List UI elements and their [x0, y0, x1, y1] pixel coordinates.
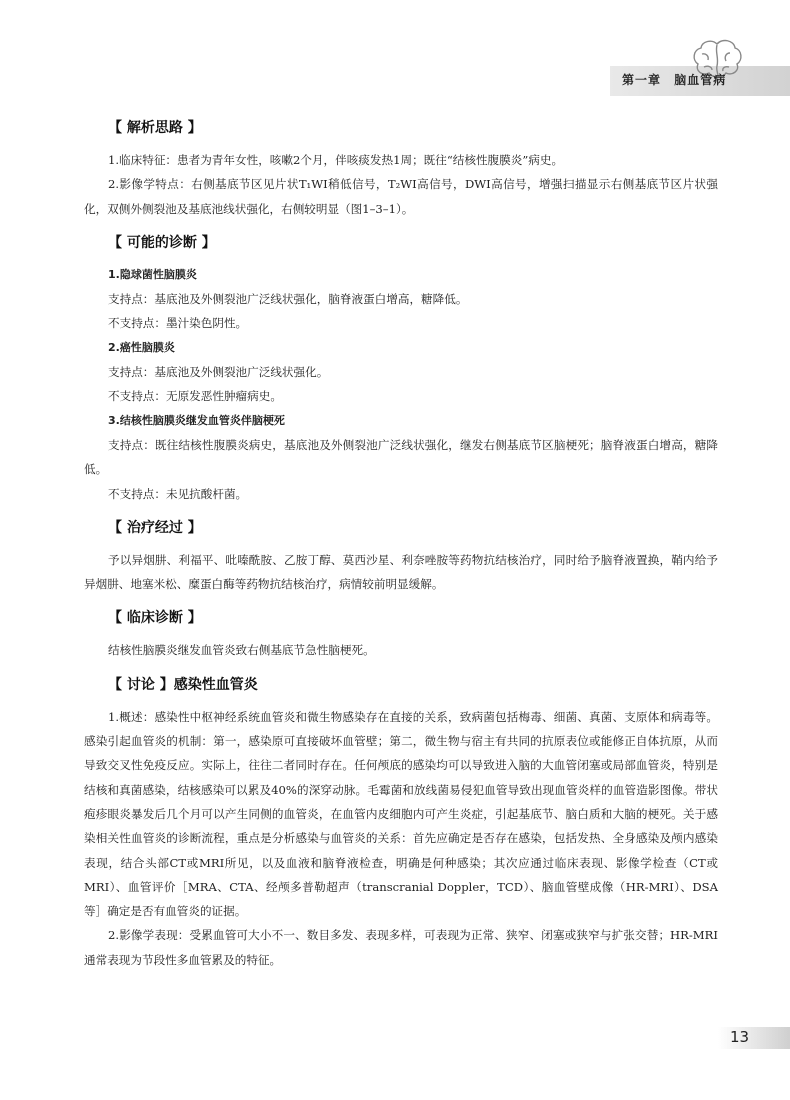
diagnosis-3-against: 不支持点：未见抗酸杆菌。 — [108, 486, 248, 501]
page-content — [84, 118, 718, 972]
clinical-diagnosis-text: 结核性脑膜炎继发血管炎致右侧基底节急性脑梗死。 — [108, 643, 375, 658]
section-heading-treatment: 【 治疗经过 】 — [108, 519, 202, 536]
discussion-imaging: 2.影像学表现：受累血管可大小不一、数目多发、表现多样，可表现为正常、狭窄、闭塞或狭窄与扩张交替；HR-MRI通常表现为节段性多血管累及的特征。 — [84, 928, 718, 967]
diagnosis-2-title: 2.癌性脑膜炎 — [108, 340, 175, 354]
diagnosis-1-title: 1.隐球菌性脑膜炎 — [108, 267, 197, 281]
section-heading-clinical: 【 临床诊断 】 — [108, 610, 202, 627]
section-heading-diagnosis: 【 可能的诊断 】 — [108, 234, 216, 251]
diagnosis-3-support: 支持点：既往结核性腹膜炎病史，基底池及外侧裂池广泛线状强化，继发右侧基底节区脑梗死；脑脊液蛋白增高，糖降低。 — [84, 437, 718, 477]
diagnosis-2-against: 不支持点：无原发恶性肿瘤病史。 — [108, 389, 282, 404]
section-heading-analysis: 【 解析思路 】 — [108, 120, 202, 136]
running-header — [622, 71, 734, 88]
analysis-imaging: 2.影像学特点：右侧基底节区见片状T₁WI稍低信号，T₂WI高信号，DWI高信号，增强扫描显示右侧基底节区片状强化，双侧外侧裂池及基底池线状强化，右侧较明显（图1–3–1）。 — [84, 177, 718, 216]
page-number: 13 — [730, 1028, 750, 1046]
page-number-band — [718, 1027, 790, 1049]
discussion-overview: 1.概述：感染性中枢神经系统血管炎和微生物感染存在直接的关系，致病菌包括梅毒、细菌、真菌、支原体和病毒等。感染引起血管炎的机制：第一，感染原可直接破坏血管壁；第二，微生物与宿主有共同的抗原表位或能修正自体抗原，从而导致交叉性免疫反应。实际上，往往二者同时存在。任何颅底的感染均可以导致进入脑的大血管闭塞或局部血管炎，特别是结核和真菌感染，结核感染可以累及40%的深穿动脉。毛霉菌和放线菌易侵犯血管导致出现血管炎样的血管造影图像。带状疱疹眼炎暴发后几个月可以产生同侧的血管炎，在血管内皮细胞内可产生炎症，引起基底节、脑白质和大脑的梗死。关于感染相关性血管炎的诊断流程，重点是分析感染与血管炎的关系：首先应确定是否存在感染，包括发热、全身感染及颅内感染表现，结合头部CT或MRI所见，以及血液和脑脊液检查，明确是何种感染；其次应通过临床表现、影像学检查（CT或MRI）、血管评价［MRA、CTA、经颅多普勒超声（transcranial Doppler，TCD）、脑血管壁成像（HR-MRI）、DSA等］确定是否有血管炎的证据。 — [84, 709, 718, 919]
diagnosis-1-support: 支持点：基底池及外侧裂池广泛线状强化，脑脊液蛋白增高，糖降低。 — [108, 292, 468, 307]
diagnosis-2-support: 支持点：基底池及外侧裂池广泛线状强化。 — [108, 365, 329, 380]
chapter-title: 脑血管病 — [674, 73, 727, 87]
diagnosis-1-against: 不支持点：墨汁染色阴性。 — [108, 316, 248, 331]
treatment-text: 予以异烟肼、利福平、吡嗪酰胺、乙胺丁醇、莫西沙星、利奈唑胺等药物抗结核治疗，同时给予脑脊液置换，鞘内给予异烟肼、地塞米松、糜蛋白酶等药物抗结核治疗，病情较前明显缓解。 — [84, 552, 718, 592]
chapter-label: 第一章 — [622, 73, 662, 87]
section-heading-discussion: 【 讨论 】感染性血管炎 — [108, 676, 258, 693]
analysis-clinical: 1.临床特征：患者为青年女性，咳嗽2个月，伴咳痰发热1周；既往“结核性腹膜炎”病史。 — [108, 153, 564, 167]
diagnosis-3-title: 3.结核性脑膜炎继发血管炎伴脑梗死 — [108, 413, 285, 427]
